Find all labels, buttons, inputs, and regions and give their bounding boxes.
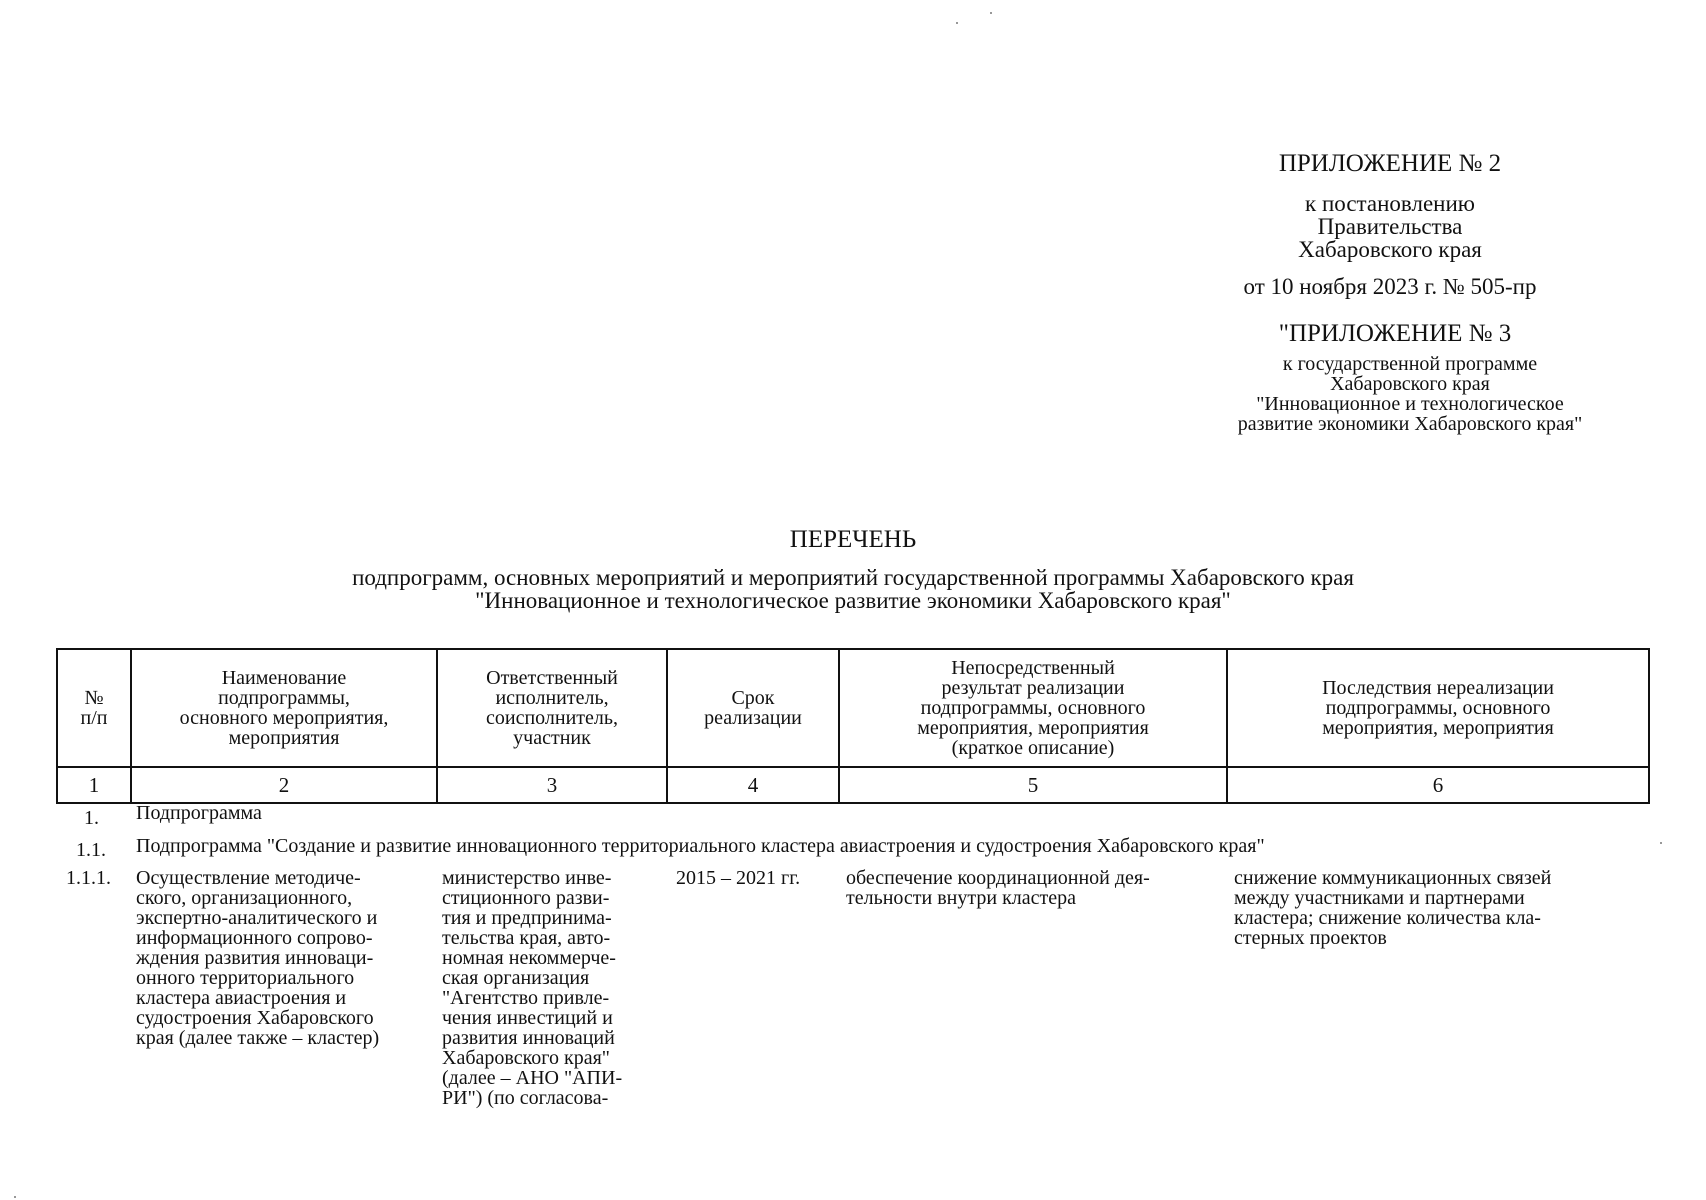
scan-speck <box>14 1196 16 1198</box>
activity-name-line: Осуществление методиче- <box>136 867 361 889</box>
appendix-ref <box>1210 192 1570 261</box>
header-text: мероприятия, мероприятия <box>1322 717 1554 739</box>
activity-name-line: ского, организационного, <box>136 887 353 909</box>
header-text: результат реализации <box>941 677 1125 699</box>
row-number: 1.1.1. <box>66 867 111 889</box>
executor-line: Хабаровского края" <box>442 1047 610 1069</box>
row-number: 1.1. <box>76 839 106 861</box>
header-text: исполнитель, <box>495 687 609 709</box>
appendix3-ref <box>1180 354 1640 434</box>
column-number: 3 <box>437 767 667 803</box>
executor-line: министерство инве- <box>442 867 612 889</box>
scan-speck <box>956 22 958 24</box>
appendix-date: от 10 ноября 2023 г. № 505-пр <box>1243 274 1537 299</box>
executor-line: ская организация <box>442 967 590 989</box>
consequence-line: снижение коммуникационных связей <box>1234 867 1552 889</box>
scan-speck <box>990 12 992 14</box>
appendix-line-3: Хабаровского края <box>1298 237 1482 262</box>
activity-name-line: экспертно-аналитического и <box>136 907 378 929</box>
column-number-row <box>57 767 1649 803</box>
consequence-line: стерных проектов <box>1234 927 1387 949</box>
document-title: ПЕРЕЧЕНЬ <box>789 526 917 553</box>
header-text: реализации <box>704 707 802 729</box>
activity-name-cell <box>136 868 436 1048</box>
column-number: 2 <box>131 767 437 803</box>
column-number: 4 <box>667 767 839 803</box>
header-row <box>57 649 1649 767</box>
header-cell-result <box>839 649 1227 767</box>
appendix-line-2: Правительства <box>1317 214 1463 239</box>
header-text: № <box>84 687 104 709</box>
activity-name-line: информационного сопрово- <box>136 927 373 949</box>
executor-line: (далее – АНО "АПИ- <box>442 1067 623 1089</box>
header-text: соисполнитель, <box>485 707 618 729</box>
period-cell: 2015 – 2021 гг. <box>676 867 801 889</box>
header-text: участник <box>513 727 591 749</box>
header-cell-period <box>667 649 839 767</box>
activity-name-line: ждения развития инноваци- <box>136 947 374 969</box>
appendix-title: ПРИЛОЖЕНИЕ № 2 <box>1278 150 1502 177</box>
header-text: мероприятия, мероприятия <box>917 717 1149 739</box>
header-text: основного мероприятия, <box>179 707 389 729</box>
activity-name-line: кластера авиастроения и <box>136 987 347 1009</box>
appendix3-line-1: к государственной программе <box>1282 353 1538 375</box>
executor-line: РИ") (по согласова- <box>442 1087 609 1109</box>
consequence-cell <box>1234 868 1654 948</box>
executor-line: тия и предпринима- <box>442 907 612 929</box>
header-cell-consequences <box>1227 649 1649 767</box>
executor-cell <box>442 868 670 1108</box>
appendix3-line-3: "Инновационное и технологическое <box>1256 393 1564 415</box>
executor-line: стиционного разви- <box>442 887 610 909</box>
appendix3-line-2: Хабаровского края <box>1330 373 1490 395</box>
header-text: (краткое описание) <box>951 737 1115 759</box>
document-subtitle <box>0 566 1706 612</box>
activity-name-line: края (далее также – кластер) <box>136 1027 380 1049</box>
result-cell <box>846 868 1226 908</box>
appendix3-line-4: развитие экономики Хабаровского края" <box>1237 413 1583 435</box>
result-line: обеспечение координационной дея- <box>846 867 1150 889</box>
subtitle-line-2: "Инновационное и технологическое развитие экономики Хабаровского края" <box>475 588 1231 613</box>
activity-name-line: онного территориального <box>136 967 355 989</box>
header-text: подпрограммы, основного <box>1325 697 1551 719</box>
column-number: 6 <box>1227 767 1649 803</box>
executor-line: чения инвестиций и <box>442 1007 613 1029</box>
column-number: 1 <box>57 767 131 803</box>
row-subprogram-label: Подпрограмма <box>136 802 262 824</box>
appendix-line-1: к постановлению <box>1305 191 1475 216</box>
executor-line: "Агентство привле- <box>442 987 610 1009</box>
subtitle-line-1: подпрограмм, основных мероприятий и мероприятий государственной программы Хабаровского края <box>352 565 1354 590</box>
result-line: тельности внутри кластера <box>846 887 1077 909</box>
header-table <box>56 648 1650 804</box>
executor-line: тельства края, авто- <box>442 927 611 949</box>
header-text: п/п <box>80 707 108 729</box>
header-text: подпрограммы, <box>218 687 350 709</box>
header-text: мероприятия <box>228 727 340 749</box>
header-text: Ответственный <box>486 667 618 689</box>
header-cell-name <box>131 649 437 767</box>
row-subprogram-title: Подпрограмма "Создание и развитие инновационного территориального кластера авиастроения и судостроения Хабаровского края" <box>136 835 1265 857</box>
header-text: Срок <box>731 687 775 709</box>
row-number: 1. <box>84 807 99 829</box>
consequence-line: между участниками и партнерами <box>1234 887 1525 909</box>
activity-name-line: судостроения Хабаровского <box>136 1007 374 1029</box>
executor-line: развития инноваций <box>442 1027 615 1049</box>
header-text: Последствия нереализации <box>1322 677 1554 699</box>
executor-line: номная некоммерче- <box>442 947 616 969</box>
consequence-line: кластера; снижение количества кла- <box>1234 907 1541 929</box>
header-text: подпрограммы, основного <box>920 697 1146 719</box>
header-text: Непосредственный <box>951 657 1115 679</box>
appendix3-title: "ПРИЛОЖЕНИЕ № 3 <box>1278 320 1512 347</box>
header-cell-executor <box>437 649 667 767</box>
header-cell-number <box>57 649 131 767</box>
header-text: Наименование <box>221 667 347 689</box>
column-number: 5 <box>839 767 1227 803</box>
scan-speck <box>1660 842 1662 844</box>
